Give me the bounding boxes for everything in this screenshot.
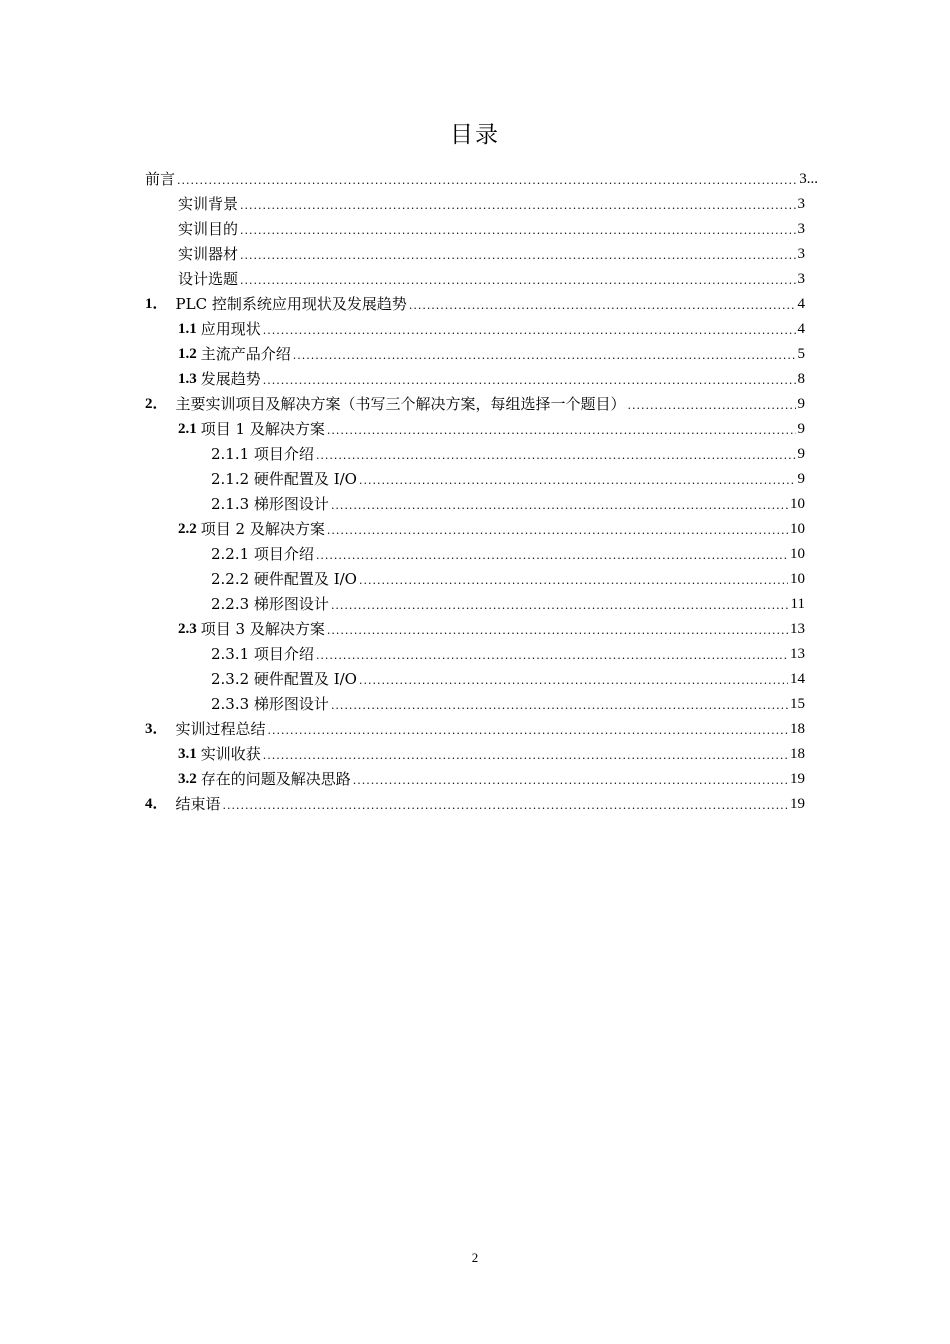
toc-dot-leader [316,548,788,564]
toc-entry-label: 项目 3 及解决方案 [200,620,325,638]
toc-dot-leader [240,223,795,239]
toc-entry-page: 3 [797,271,805,287]
toc-entry-page: 19 [790,796,805,812]
toc-entry-label: 实训过程总结 [175,720,266,738]
toc-entry-page: 10 [790,571,805,587]
toc-entry-page: 13 [790,621,805,637]
toc-entry-number: 1． [145,296,168,312]
toc-entry-page: 9 [797,446,805,462]
toc-entry-page: 3 [797,221,805,237]
toc-entry-number: 2． [145,396,168,412]
toc-entry-label: 实训收获 [200,745,261,763]
toc-entry-page: 9 [797,471,805,487]
toc-entry-number: 1.1 [178,321,197,337]
toc-dot-leader [240,248,795,264]
toc-entry-label: 设计选题 [178,270,239,288]
toc-entry[interactable] [178,339,805,364]
toc-entry-number: 2.3 [178,621,197,637]
toc-entry-page: 3 [797,246,805,262]
toc-entry-label: 2.2.1 项目介绍 [211,545,314,563]
toc-entry-page: 9 [797,396,805,412]
toc-entry[interactable] [145,714,805,739]
toc-entry-label: 2.3.3 梯形图设计 [211,695,329,713]
toc-entry-label: PLC 控制系统应用现状及发展趋势 [175,295,407,313]
toc-dot-leader [331,598,789,614]
toc-entry-number: 1.2 [178,346,197,362]
toc-entry-page: 5 [797,346,805,362]
toc-dot-leader [293,348,796,364]
toc-entry-page: 9 [797,421,805,437]
toc-entry-label: 前言 [145,170,176,188]
toc-entry[interactable] [211,564,805,589]
toc-entry-label: 2.3.2 硬件配置及 I/O [211,670,357,688]
toc-entry-label: 2.2.3 梯形图设计 [211,595,329,613]
toc-entry[interactable] [178,614,805,639]
toc-entry-page: 18 [790,746,805,762]
toc-entry[interactable] [145,789,805,814]
toc-entry-number: 1.3 [178,371,197,387]
toc-entry-page: 19 [790,771,805,787]
toc-entry-number: 2.1 [178,421,197,437]
toc-dot-leader [331,498,788,514]
toc-entry-label: 实训器材 [178,245,239,263]
toc-dot-leader [263,373,796,389]
toc-entry[interactable] [178,514,805,539]
toc-entry[interactable] [211,664,805,689]
toc-entry[interactable] [145,289,805,314]
toc-entry[interactable] [178,739,805,764]
toc-entry-page: 10 [790,496,805,512]
toc-entry[interactable] [145,164,818,189]
toc-entry[interactable] [178,314,805,339]
toc-entry-label: 2.3.1 项目介绍 [211,645,314,663]
toc-dot-leader [359,573,788,589]
toc-dot-leader [327,623,788,639]
toc-dot-leader [268,723,788,739]
toc-title: 目录 [450,122,500,148]
toc-entry-page: 14 [790,671,805,687]
toc-entry-label: 项目 1 及解决方案 [200,420,325,438]
toc-entry-label: 2.1.1 项目介绍 [211,445,314,463]
toc-entry-page: 10 [790,546,805,562]
toc-entry-label: 存在的问题及解决思路 [200,770,351,788]
toc-entry[interactable] [178,364,805,389]
toc-entry[interactable] [211,639,805,664]
toc-dot-leader [327,523,788,539]
toc-dot-leader [359,673,788,689]
toc-entry-number: 3． [145,721,168,737]
toc-entry-label: 应用现状 [200,320,261,338]
toc-dot-leader [316,648,788,664]
toc-entry-number: 3.1 [178,746,197,762]
toc-entry[interactable] [211,439,805,464]
toc-entry[interactable] [178,214,805,239]
toc-dot-leader [409,298,796,314]
toc-dot-leader [353,773,788,789]
toc-dot-leader [263,748,788,764]
toc-entry-page: 15 [790,696,805,712]
toc-entry[interactable] [211,489,805,514]
toc-entry[interactable] [178,189,805,214]
toc-entry-label: 主流产品介绍 [200,345,291,363]
toc-dot-leader [359,473,796,489]
toc-entry[interactable] [211,539,805,564]
toc-entry-number: 4． [145,796,168,812]
toc-entry[interactable] [178,239,805,264]
toc-entry-page: 18 [790,721,805,737]
toc-entry-label: 实训目的 [178,220,239,238]
toc-entry-label: 发展趋势 [200,370,261,388]
toc-entry[interactable] [178,414,805,439]
toc-entry-label: 结束语 [175,795,221,813]
toc-entry-page: 3 [797,196,805,212]
toc-entry-page: 11 [790,596,805,612]
toc-dot-leader [263,323,796,339]
toc-entry[interactable] [145,389,805,414]
toc-entry-page: 3... [799,171,818,187]
toc-entry-page: 10 [790,521,805,537]
toc-dot-leader [240,273,795,289]
toc-entry[interactable] [211,589,805,614]
toc-dot-leader [223,798,788,814]
toc-entry-label: 2.1.2 硬件配置及 I/O [211,470,357,488]
toc-entry-label: 实训背景 [178,195,239,213]
toc-entry[interactable] [178,764,805,789]
toc-dot-leader [177,173,797,189]
toc-entry-page: 4 [797,296,805,312]
toc-entry-number: 2.2 [178,521,197,537]
toc-dot-leader [327,423,796,439]
toc-dot-leader [316,448,796,464]
toc-entry-label: 主要实训项目及解决方案（书写三个解决方案，每组选择一个题目） [175,395,626,413]
toc-entry-page: 4 [797,321,805,337]
toc-entry-page: 8 [797,371,805,387]
page-number: 2 [471,1250,479,1265]
toc-dot-leader [628,398,796,414]
toc-entry[interactable] [211,464,805,489]
toc-entry-label: 2.1.3 梯形图设计 [211,495,329,513]
toc-entry-label: 项目 2 及解决方案 [200,520,325,538]
toc-entry-label: 2.2.2 硬件配置及 I/O [211,570,357,588]
toc-entry-page: 13 [790,646,805,662]
toc-entry-number: 3.2 [178,771,197,787]
toc-entry[interactable] [211,689,805,714]
toc-entry[interactable] [178,264,805,289]
toc-dot-leader [331,698,788,714]
toc-dot-leader [240,198,795,214]
